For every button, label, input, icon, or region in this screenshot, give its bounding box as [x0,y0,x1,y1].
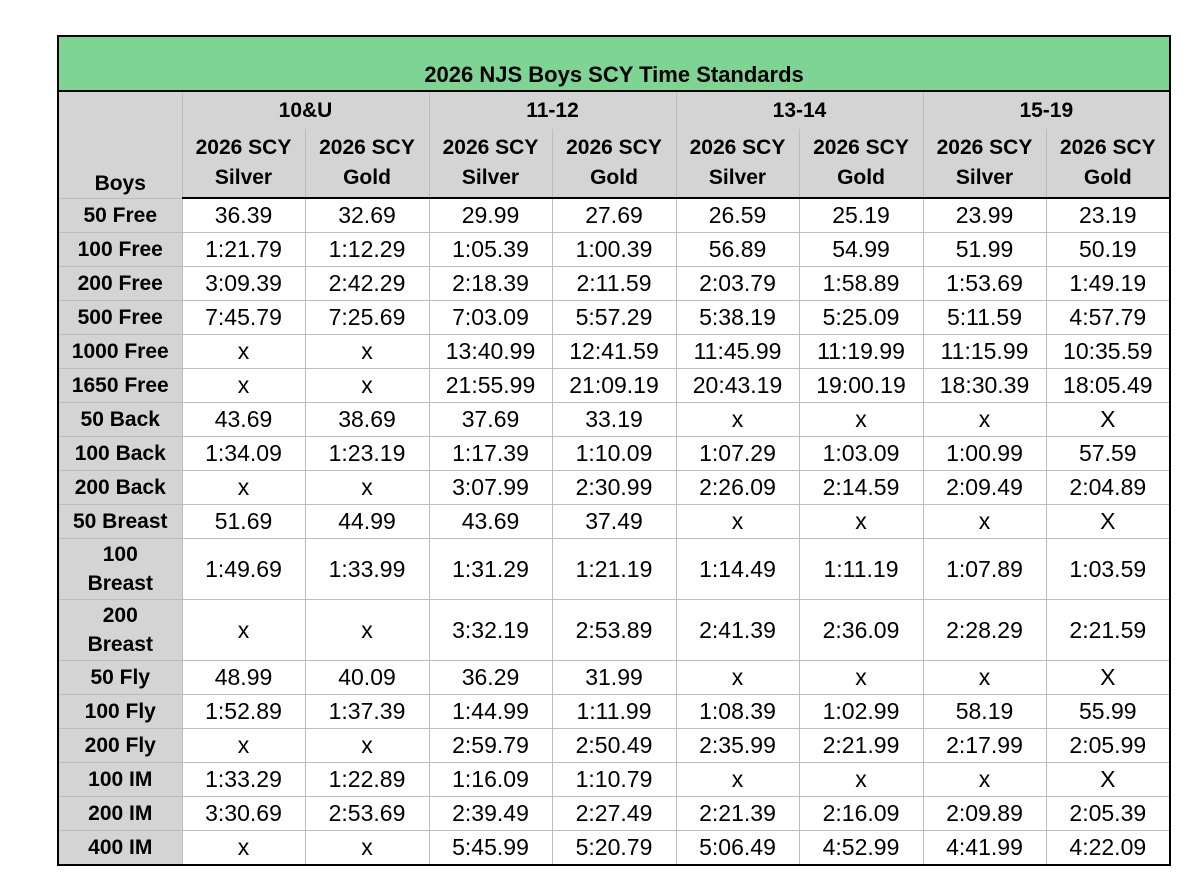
event-label-line: 100 [102,543,138,566]
time-cell: X [1046,763,1170,797]
time-cell: 5:06.49 [676,831,799,866]
time-cell: x [923,763,1046,797]
time-cell: 1:33.99 [305,539,429,600]
time-cell: x [799,661,923,695]
time-cell: 1:03.59 [1046,539,1170,600]
time-cell: 1:49.69 [182,539,305,600]
table-row [58,831,1170,866]
time-cell: 1:21.19 [552,539,676,600]
time-cell: 38.69 [305,403,429,437]
event-label-line: 50 Breast [72,510,168,533]
event-label-line: 200 [102,604,138,627]
time-cell: 1:22.89 [305,763,429,797]
time-cell: 26.59 [676,198,799,233]
time-cell: 1:21.79 [182,233,305,267]
column-header [799,129,923,198]
time-cell: 1:10.09 [552,437,676,471]
event-label [58,539,182,600]
time-cell: 3:30.69 [182,797,305,831]
time-cell: x [182,471,305,505]
time-cell: x [305,600,429,661]
time-cell: x [305,831,429,866]
time-cell: x [182,335,305,369]
time-cell: 1:00.99 [923,437,1046,471]
column-header [182,129,305,198]
time-cell: 21:09.19 [552,369,676,403]
time-cell: 3:07.99 [429,471,552,505]
time-cell: 2:03.79 [676,267,799,301]
column-header-line: Silver [214,166,273,189]
table-row [58,505,1170,539]
event-label-line: 100 Fly [84,700,156,723]
table-row [58,267,1170,301]
event-label [58,695,182,729]
time-cell: 50.19 [1046,233,1170,267]
time-cell: 55.99 [1046,695,1170,729]
time-cell: x [923,505,1046,539]
time-cell: 2:14.59 [799,471,923,505]
time-cell: 43.69 [182,403,305,437]
time-cell: 11:19.99 [799,335,923,369]
column-header-line: Gold [1083,166,1132,189]
event-label [58,505,182,539]
time-cell: x [305,729,429,763]
time-cell: 33.19 [552,403,676,437]
time-cell: 2:16.09 [799,797,923,831]
time-cell: x [182,369,305,403]
time-cell: x [182,831,305,866]
time-cell: 7:25.69 [305,301,429,335]
column-header [429,129,552,198]
time-cell: 57.59 [1046,437,1170,471]
column-header-line: Gold [590,166,638,189]
event-label-line: Breast [87,633,153,656]
time-cell: 1:17.39 [429,437,552,471]
event-label [58,831,182,866]
table-row [58,600,1170,661]
time-cell: 13:40.99 [429,335,552,369]
time-cell: 2:26.09 [676,471,799,505]
time-cell: 1:58.89 [799,267,923,301]
time-cell: 20:43.19 [676,369,799,403]
time-cell: X [1046,505,1170,539]
column-header [923,129,1046,198]
time-cell: 1:44.99 [429,695,552,729]
time-cell: 2:17.99 [923,729,1046,763]
time-cell: 1:12.29 [305,233,429,267]
event-label [58,267,182,301]
time-cell: 40.09 [305,661,429,695]
time-cell: 4:41.99 [923,831,1046,866]
time-cell: 7:45.79 [182,301,305,335]
time-cell: 2:21.99 [799,729,923,763]
time-cell: 1:53.69 [923,267,1046,301]
event-label-line: 400 IM [88,836,153,859]
event-label-line: 1650 Free [71,374,169,397]
time-cell: 2:28.29 [923,600,1046,661]
time-cell: x [676,661,799,695]
time-cell: x [305,471,429,505]
time-cell: 1:10.79 [552,763,676,797]
time-cell: X [1046,661,1170,695]
time-cell: 27.69 [552,198,676,233]
column-header-line: Silver [461,166,520,189]
time-cell: 2:11.59 [552,267,676,301]
event-label [58,301,182,335]
time-cell: x [305,369,429,403]
time-cell: 3:09.39 [182,267,305,301]
event-label-line: 100 Free [77,238,163,261]
time-cell: 23.99 [923,198,1046,233]
time-cell: 32.69 [305,198,429,233]
time-cell: 37.49 [552,505,676,539]
table-row [58,471,1170,505]
time-cell: 5:38.19 [676,301,799,335]
time-cell: 1:00.39 [552,233,676,267]
event-label [58,729,182,763]
time-cell: 2:42.29 [305,267,429,301]
table-row [58,661,1170,695]
time-cell: 2:09.49 [923,471,1046,505]
column-header-line: Gold [343,166,391,189]
time-cell: 58.19 [923,695,1046,729]
time-cell: 2:21.59 [1046,600,1170,661]
time-cell: 2:04.89 [1046,471,1170,505]
time-cell: 2:59.79 [429,729,552,763]
time-cell: 51.99 [923,233,1046,267]
time-cell: 1:02.99 [799,695,923,729]
time-cell: 11:45.99 [676,335,799,369]
table-row [58,695,1170,729]
event-label [58,403,182,437]
time-cell: x [799,505,923,539]
column-header-line: Silver [955,166,1014,189]
time-cell: 31.99 [552,661,676,695]
time-cell: 2:30.99 [552,471,676,505]
time-cell: 54.99 [799,233,923,267]
time-cell: 2:05.39 [1046,797,1170,831]
time-cell: 1:37.39 [305,695,429,729]
time-cell: 1:34.09 [182,437,305,471]
time-cell: 37.69 [429,403,552,437]
age-group-header: 10&U [182,91,429,129]
time-cell: 1:23.19 [305,437,429,471]
table-row [58,437,1170,471]
event-label [58,233,182,267]
time-cell: 18:05.49 [1046,369,1170,403]
age-group-header: 15-19 [923,91,1170,129]
time-cell: x [923,403,1046,437]
column-header-line: Silver [708,166,767,189]
time-cell: 2:09.89 [923,797,1046,831]
time-cell: 1:52.89 [182,695,305,729]
table-row [58,335,1170,369]
time-cell: 2:05.99 [1046,729,1170,763]
event-label [58,437,182,471]
time-cell: x [799,403,923,437]
time-cell: 2:53.69 [305,797,429,831]
table-row [58,539,1170,600]
time-cell: x [676,403,799,437]
column-header-line: 2026 SCY [689,136,786,159]
time-cell: 19:00.19 [799,369,923,403]
event-label [58,600,182,661]
column-header [552,129,676,198]
time-cell: 2:35.99 [676,729,799,763]
time-cell: x [305,335,429,369]
table-row [58,763,1170,797]
time-cell: 36.39 [182,198,305,233]
time-cell: 5:11.59 [923,301,1046,335]
column-header [305,129,429,198]
event-label-line: 200 IM [88,802,153,825]
time-cell: 36.29 [429,661,552,695]
event-label-line: Breast [87,572,153,595]
time-cell: 11:15.99 [923,335,1046,369]
time-cell: 4:22.09 [1046,831,1170,866]
time-cell: 1:16.09 [429,763,552,797]
time-cell: 1:49.19 [1046,267,1170,301]
time-cell: 48.99 [182,661,305,695]
column-header-line: 2026 SCY [195,136,292,159]
time-cell: x [182,729,305,763]
time-cell: 7:03.09 [429,301,552,335]
time-cell: X [1046,403,1170,437]
event-label-line: 50 Back [80,408,160,431]
time-cell: 3:32.19 [429,600,552,661]
event-label-line: 1000 Free [71,340,169,363]
time-cell: 56.89 [676,233,799,267]
event-label [58,763,182,797]
time-cell: x [923,661,1046,695]
event-label [58,797,182,831]
time-cell: x [676,763,799,797]
column-header-line: Gold [837,166,885,189]
time-cell: 25.19 [799,198,923,233]
table-row [58,729,1170,763]
table-row [58,403,1170,437]
time-cell: 1:07.29 [676,437,799,471]
event-label-line: 200 Back [74,476,166,499]
time-cell: 29.99 [429,198,552,233]
time-cell: 1:33.29 [182,763,305,797]
column-header [676,129,799,198]
table-title: 2026 NJS Boys SCY Time Standards [58,36,1170,91]
time-cell: 2:36.09 [799,600,923,661]
time-cell: 2:50.49 [552,729,676,763]
event-label [58,661,182,695]
column-header [1046,129,1170,198]
event-label [58,198,182,233]
table-row [58,797,1170,831]
table-row [58,369,1170,403]
table-row [58,301,1170,335]
event-label [58,335,182,369]
time-cell: 18:30.39 [923,369,1046,403]
event-label-line: 50 Free [83,203,158,227]
event-label-line: 500 Free [77,306,163,329]
time-cell: 2:39.49 [429,797,552,831]
column-header-line: 2026 SCY [813,136,909,159]
time-cell: 4:52.99 [799,831,923,866]
table-row [58,233,1170,267]
time-cell: 43.69 [429,505,552,539]
time-cell: 44.99 [305,505,429,539]
time-cell: 1:31.29 [429,539,552,600]
column-header-line: 2026 SCY [1059,136,1156,159]
time-cell: 2:53.89 [552,600,676,661]
time-cell: 5:20.79 [552,831,676,866]
time-cell: 5:57.29 [552,301,676,335]
time-cell: 1:03.09 [799,437,923,471]
time-cell: 1:11.19 [799,539,923,600]
event-label-line: 100 Back [74,442,166,465]
time-cell: 12:41.59 [552,335,676,369]
column-header-line: 2026 SCY [442,136,539,159]
time-cell: 51.69 [182,505,305,539]
event-label-line: 200 Fly [84,734,156,757]
event-label-line: 50 Fly [90,666,151,689]
time-cell: 1:05.39 [429,233,552,267]
column-header-line: 2026 SCY [566,136,662,159]
time-cell: x [182,600,305,661]
time-cell: 1:07.89 [923,539,1046,600]
time-cell: 1:14.49 [676,539,799,600]
event-label [58,369,182,403]
time-cell: 2:27.49 [552,797,676,831]
row-header-label: Boys [58,91,182,198]
event-label-line: 200 Free [77,272,163,295]
time-cell: 1:11.99 [552,695,676,729]
event-label-line: 100 IM [88,768,153,791]
age-group-header: 11-12 [429,91,676,129]
time-cell: 23.19 [1046,198,1170,233]
age-group-header: 13-14 [676,91,923,129]
time-cell: 10:35.59 [1046,335,1170,369]
time-standards-table [57,35,1171,866]
column-header-line: 2026 SCY [936,136,1033,159]
time-cell: 5:25.09 [799,301,923,335]
time-cell: 5:45.99 [429,831,552,866]
time-cell: 21:55.99 [429,369,552,403]
time-cell: x [676,505,799,539]
time-cell: x [799,763,923,797]
time-cell: 2:21.39 [676,797,799,831]
event-label [58,471,182,505]
time-cell: 4:57.79 [1046,301,1170,335]
time-cell: 2:41.39 [676,600,799,661]
table-row [58,198,1170,233]
time-cell: 2:18.39 [429,267,552,301]
column-header-line: 2026 SCY [319,136,415,159]
time-cell: 1:08.39 [676,695,799,729]
